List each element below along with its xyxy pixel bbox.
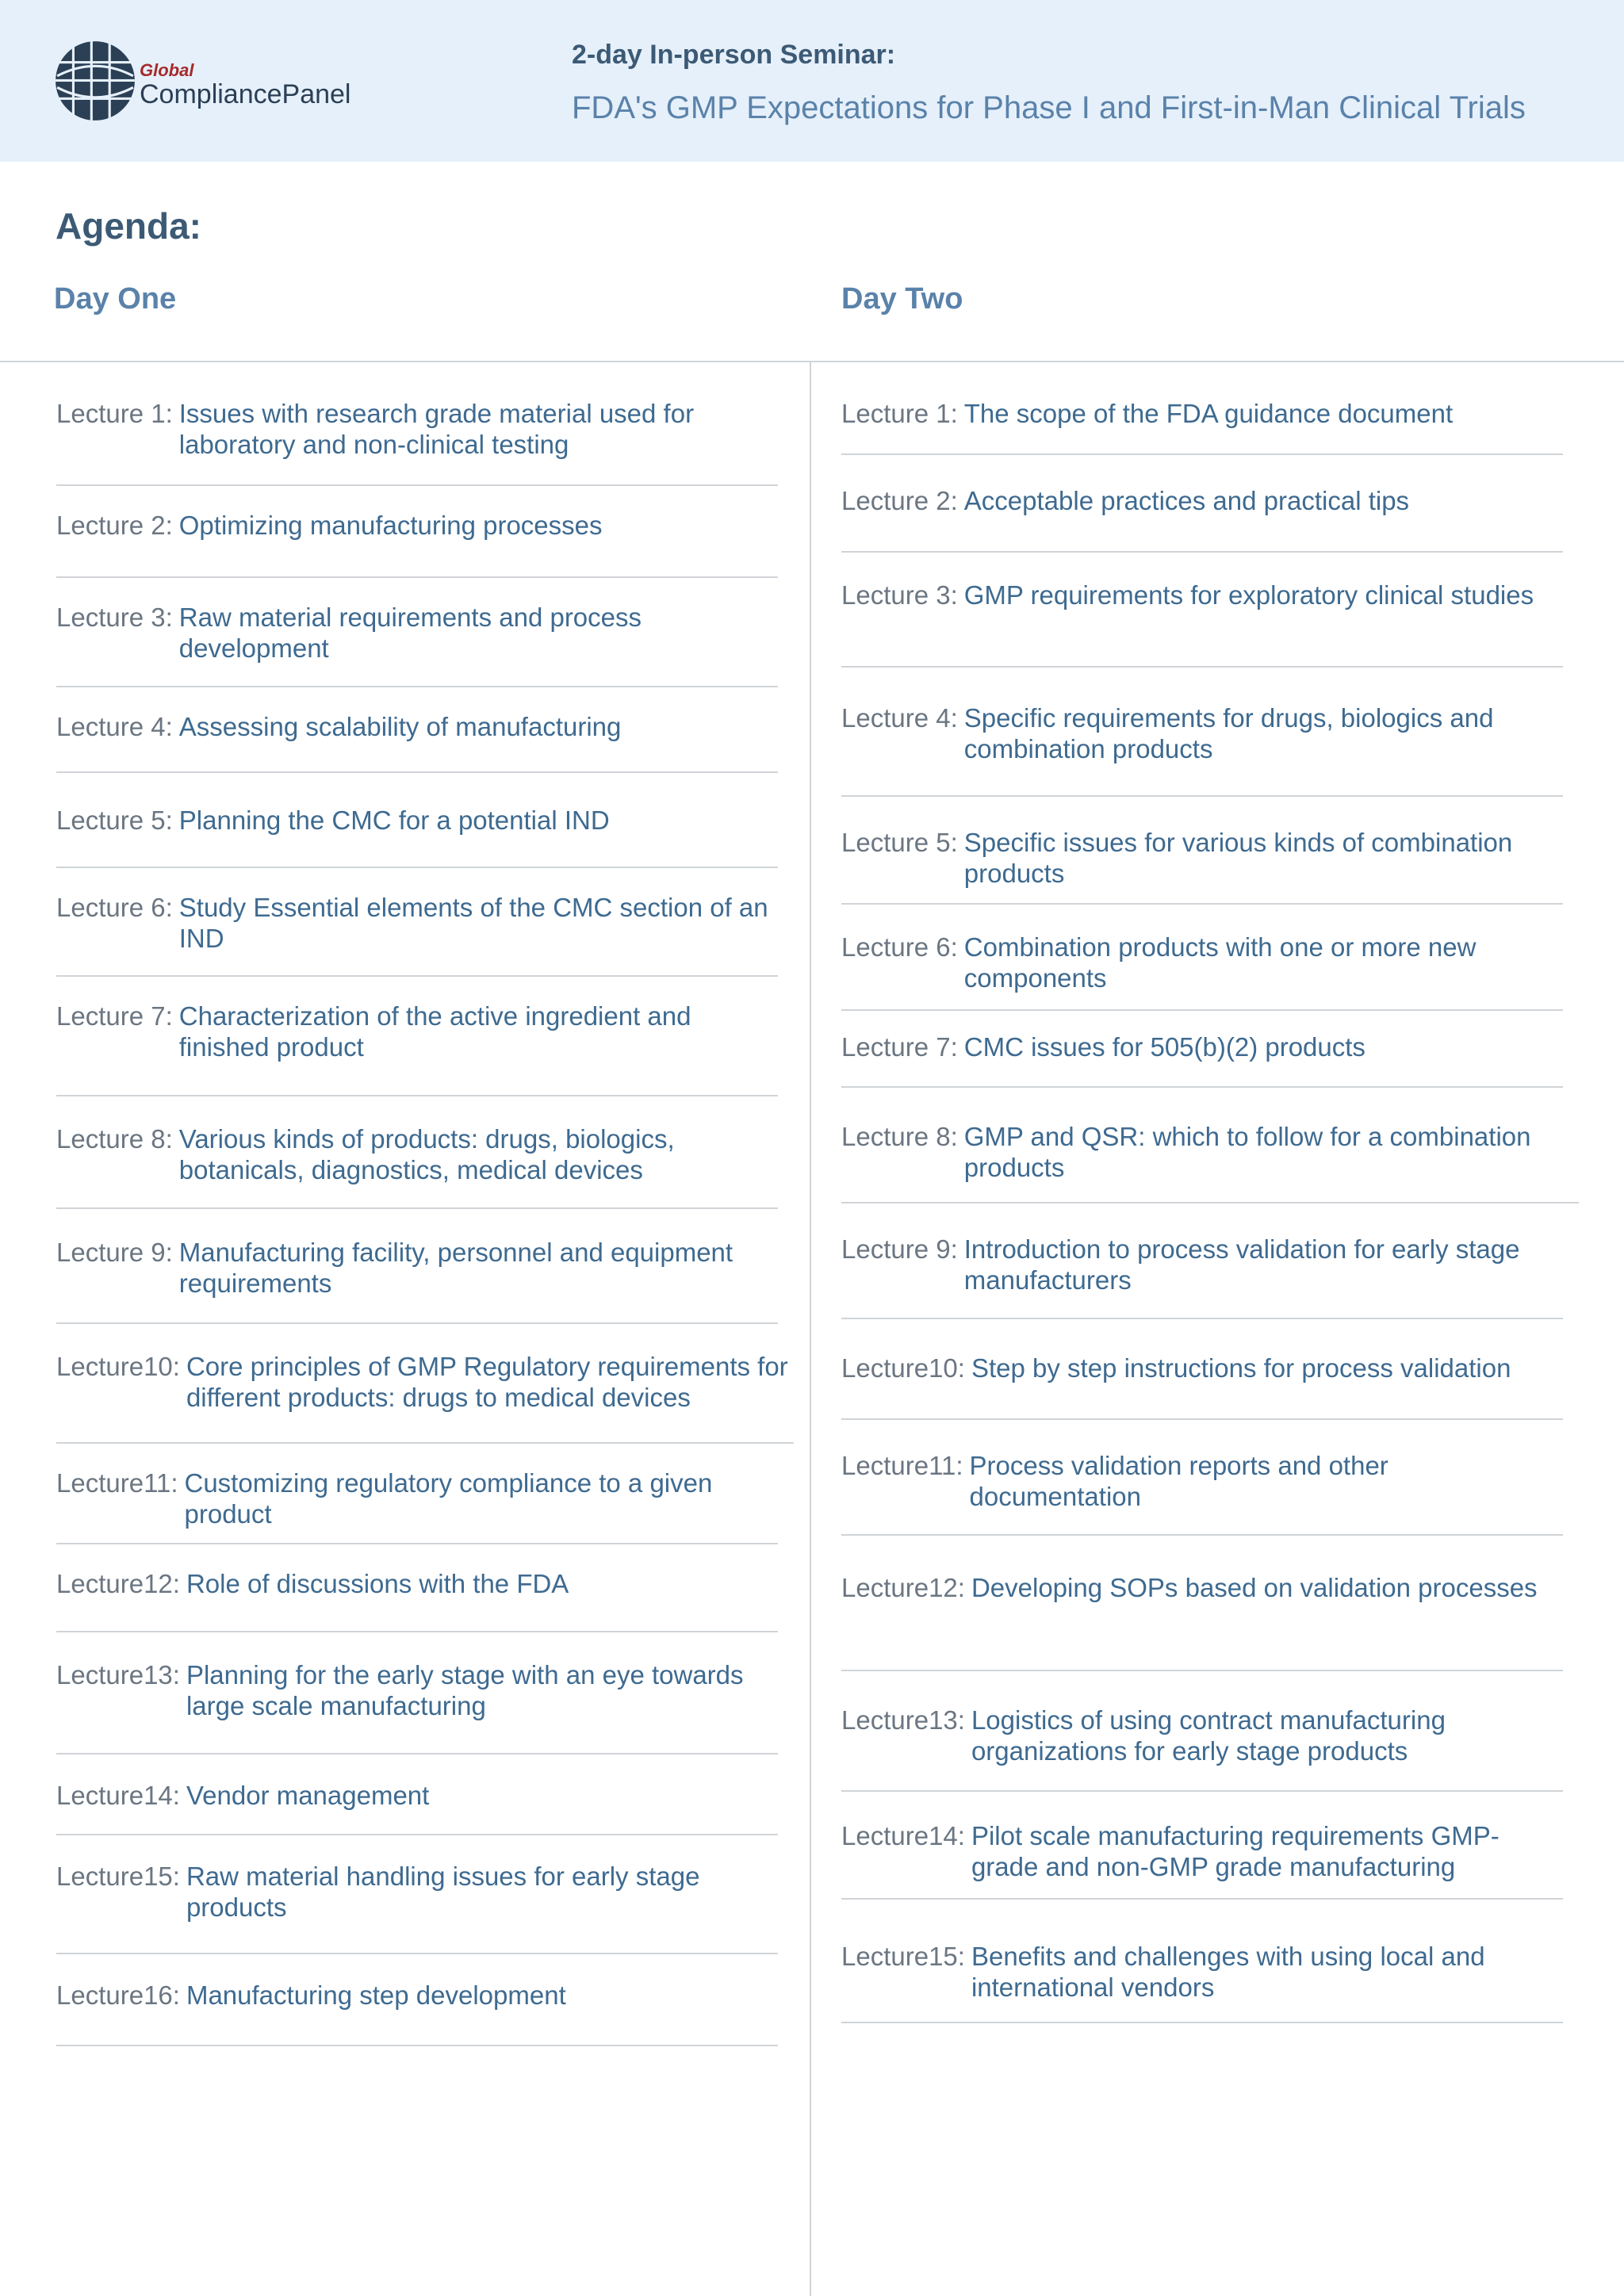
day-one-title: Day One xyxy=(54,282,177,316)
list-item xyxy=(841,797,1563,905)
list-item xyxy=(841,1319,1563,1420)
list-item xyxy=(56,1444,778,1544)
lecture-number: Lecture 2: xyxy=(56,511,173,540)
lecture-number: Lecture13: xyxy=(56,1660,180,1689)
lecture-title: Role of discussions with the FDA xyxy=(186,1569,569,1598)
list-item xyxy=(56,1096,778,1209)
lecture-title: Specific requirements for drugs, biologics and combination products xyxy=(963,703,1494,763)
list-item xyxy=(841,455,1563,553)
lecture-title: Step by step instructions for process validation xyxy=(971,1353,1511,1383)
list-item xyxy=(56,1755,778,1835)
list-item xyxy=(56,687,778,773)
lecture-title: Manufacturing facility, personnel and equipment requirements xyxy=(178,1238,733,1298)
list-item xyxy=(56,868,778,977)
list-item xyxy=(841,1011,1563,1088)
lecture-number: Lecture13: xyxy=(841,1705,965,1735)
list-item xyxy=(841,1792,1563,1900)
lecture-title: Combination products with one or more new components xyxy=(963,932,1477,993)
lecture-number: Lecture 1: xyxy=(56,399,173,428)
lecture-title: Benefits and challenges with using local and international vendors xyxy=(971,1942,1485,2002)
lecture-number: Lecture 4: xyxy=(841,703,958,733)
day-two-title: Day Two xyxy=(841,282,963,316)
lecture-number: Lecture14: xyxy=(56,1781,180,1810)
globe-icon xyxy=(54,40,136,122)
list-item xyxy=(841,553,1563,668)
list-item xyxy=(56,1209,778,1324)
lecture-number: Lecture 6: xyxy=(841,932,958,962)
lecture-title: Pilot scale manufacturing requirements GMP-grade and non-GMP grade manufacturing xyxy=(971,1821,1500,1881)
lecture-title: Process validation reports and other documentation xyxy=(969,1451,1388,1511)
lecture-title: Vendor management xyxy=(186,1781,430,1810)
lecture-title: GMP requirements for exploratory clinical studies xyxy=(963,580,1534,610)
logo-name-text: CompliancePanel xyxy=(140,79,351,109)
logo-global-text: Global xyxy=(140,60,194,80)
list-item xyxy=(841,905,1563,1011)
list-item xyxy=(841,1900,1563,2023)
lecture-number: Lecture 5: xyxy=(841,828,958,857)
lecture-number: Lecture15: xyxy=(841,1942,965,1971)
lecture-number: Lecture 2: xyxy=(841,486,958,515)
list-item xyxy=(841,1420,1563,1536)
lecture-number: Lecture 5: xyxy=(56,806,173,835)
lecture-number: Lecture16: xyxy=(56,1980,180,2010)
lecture-number: Lecture 3: xyxy=(56,603,173,632)
lecture-number: Lecture 9: xyxy=(56,1238,173,1267)
lecture-number: Lecture12: xyxy=(56,1569,180,1598)
lecture-title: Raw material requirements and process development xyxy=(178,603,642,663)
list-item xyxy=(56,578,778,687)
lecture-title: Customizing regulatory compliance to a given product xyxy=(184,1468,713,1529)
lecture-number: Lecture 9: xyxy=(841,1234,958,1264)
lecture-number: Lecture10: xyxy=(841,1353,965,1383)
lecture-number: Lecture12: xyxy=(841,1573,965,1602)
list-item xyxy=(841,381,1563,455)
company-logo xyxy=(54,40,387,127)
lecture-number: Lecture 3: xyxy=(841,580,958,610)
list-item xyxy=(841,1536,1563,1671)
lecture-title: Introduction to process validation for early stage manufacturers xyxy=(963,1234,1520,1295)
lecture-title: Raw material handling issues for early stage products xyxy=(186,1862,700,1922)
list-item xyxy=(841,1671,1563,1792)
list-item xyxy=(56,1835,778,1954)
list-item xyxy=(56,1954,778,2046)
lecture-number: Lecture 8: xyxy=(841,1122,958,1151)
lecture-title: Planning the CMC for a potential IND xyxy=(178,806,610,835)
lecture-title: CMC issues for 505(b)(2) products xyxy=(963,1032,1365,1062)
lecture-title: Issues with research grade material used for laboratory and non-clinical testing xyxy=(178,399,695,459)
column-divider xyxy=(810,361,811,2296)
lecture-number: Lecture11: xyxy=(56,1468,178,1498)
lecture-title: Manufacturing step development xyxy=(186,1980,566,2010)
list-item xyxy=(841,1203,1563,1319)
lecture-number: Lecture 8: xyxy=(56,1124,173,1154)
lecture-title: Logistics of using contract manufacturing organizations for early stage products xyxy=(971,1705,1446,1766)
lecture-number: Lecture11: xyxy=(841,1451,963,1480)
list-item xyxy=(56,381,778,486)
lecture-title: Characterization of the active ingredient and finished product xyxy=(178,1001,691,1062)
lecture-number: Lecture 1: xyxy=(841,399,958,428)
seminar-type: 2-day In-person Seminar: xyxy=(572,40,896,70)
agenda-title: Agenda: xyxy=(56,205,201,247)
lecture-title: Specific issues for various kinds of combination products xyxy=(963,828,1513,888)
list-item xyxy=(56,486,778,578)
list-item xyxy=(841,668,1563,797)
lecture-number: Lecture10: xyxy=(56,1352,180,1381)
lecture-title: Developing SOPs based on validation processes xyxy=(971,1573,1538,1602)
day-one-list xyxy=(56,381,788,2046)
list-item xyxy=(841,1088,1579,1203)
list-item xyxy=(56,773,778,868)
lecture-number: Lecture 7: xyxy=(56,1001,173,1031)
lecture-title: GMP and QSR: which to follow for a combination products xyxy=(963,1122,1531,1182)
lecture-title: Core principles of GMP Regulatory requirements for different products: drugs to medical devices xyxy=(186,1352,788,1412)
lecture-title: Assessing scalability of manufacturing xyxy=(178,712,622,741)
day-two-list xyxy=(841,381,1563,2023)
lecture-title: Optimizing manufacturing processes xyxy=(178,511,603,540)
lecture-title: The scope of the FDA guidance document xyxy=(963,399,1454,428)
page-header xyxy=(0,0,1624,162)
lecture-number: Lecture15: xyxy=(56,1862,180,1891)
seminar-title: FDA's GMP Expectations for Phase I and First-in-Man Clinical Trials xyxy=(572,90,1526,125)
lecture-title: Acceptable practices and practical tips xyxy=(963,486,1410,515)
lecture-number: Lecture14: xyxy=(841,1821,965,1850)
list-item xyxy=(56,1324,794,1444)
lecture-title: Study Essential elements of the CMC section of an IND xyxy=(178,893,768,953)
lecture-number: Lecture 6: xyxy=(56,893,173,922)
lecture-title: Planning for the early stage with an eye towards large scale manufacturing xyxy=(186,1660,744,1720)
list-item xyxy=(56,1544,778,1632)
lecture-title: Various kinds of products: drugs, biologics, botanicals, diagnostics, medical devices xyxy=(178,1124,675,1184)
list-item xyxy=(56,977,778,1096)
list-item xyxy=(56,1632,778,1755)
header-divider xyxy=(0,361,1624,362)
lecture-number: Lecture 4: xyxy=(56,712,173,741)
lecture-number: Lecture 7: xyxy=(841,1032,958,1062)
